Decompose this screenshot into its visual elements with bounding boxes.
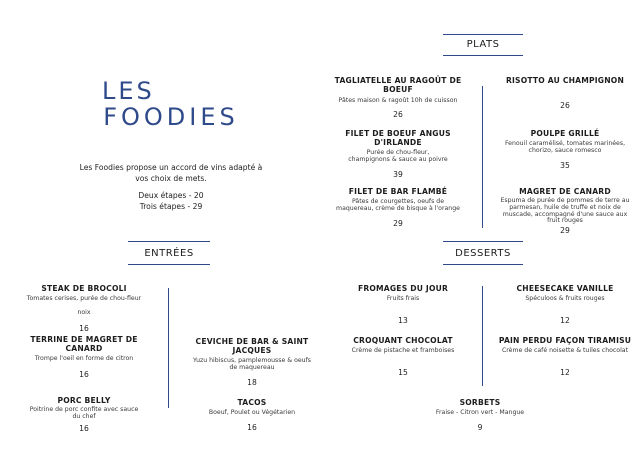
dish-description: Crème de café noisette & tuiles chocolat xyxy=(501,347,629,354)
dish-price: 39 xyxy=(393,169,403,179)
dish-description: Fenouil caramélisé, tomates marinées, chorizo, sauce romesco xyxy=(504,140,626,155)
entree-item xyxy=(184,337,320,387)
logo xyxy=(96,78,246,130)
dessert-item xyxy=(340,336,466,377)
dish-name: TAGLIATELLE AU RAGOÛT DE BOEUF xyxy=(334,76,462,94)
dish-price: 16 xyxy=(79,423,89,433)
entree-item xyxy=(20,335,148,379)
dish-name: RISOTTO AU CHAMPIGNON xyxy=(505,76,625,85)
plats-divider xyxy=(482,86,483,228)
dish-description: Yuzu hibiscus, pamplemousse & oeufs de maquereau xyxy=(193,357,311,372)
desserts-title: DESSERTS xyxy=(455,248,511,259)
dish-description: Fraise - Citron vert - Mangue xyxy=(435,409,525,416)
plats-rule-bottom xyxy=(443,55,523,56)
dish-description: Purée de chou-fleur, champignons & sauce au poivre xyxy=(348,149,448,164)
dish-name: CROQUANT CHOCOLAT xyxy=(353,336,453,345)
dish-price: 9 xyxy=(477,423,483,433)
dish-price: 26 xyxy=(560,101,570,110)
entrees-rule-top xyxy=(128,241,210,242)
plat-item xyxy=(500,76,630,110)
dish-name: FROMAGES DU JOUR xyxy=(357,284,449,293)
dish-name: TERRINE DE MAGRET DE CANARD xyxy=(30,335,138,353)
entree-item xyxy=(28,396,140,433)
logo-line-2: FOODIES xyxy=(103,103,239,131)
plats-title: PLATS xyxy=(466,39,500,50)
dish-description: Pâtes de courgettes, oeufs de maquereau, crème de bisque à l'orange xyxy=(336,198,460,213)
dish-price: 26 xyxy=(393,110,403,120)
logo-line-1: LES xyxy=(102,77,155,105)
dish-name: FILET DE BOEUF ANGUS D'IRLANDE xyxy=(345,129,451,147)
dessert-item xyxy=(497,336,633,377)
dish-name: PAIN PERDU FAÇON TIRAMISU xyxy=(498,336,632,345)
desserts-rule-top xyxy=(443,241,523,242)
dish-price: 29 xyxy=(560,226,570,236)
dish-description-extra: noix xyxy=(77,309,91,317)
plat-item xyxy=(330,76,466,119)
desserts-rule-bottom xyxy=(443,264,523,265)
plat-item xyxy=(500,187,630,235)
dish-price: 12 xyxy=(560,316,570,326)
dish-name: MAGRET DE CANARD xyxy=(519,187,611,196)
dessert-item xyxy=(500,284,630,325)
dish-name: CEVICHE DE BAR & SAINT JACQUES xyxy=(195,337,309,355)
dish-price: 18 xyxy=(247,377,257,387)
dish-name: STEAK DE BROCOLI xyxy=(41,284,127,293)
plat-item xyxy=(500,129,630,170)
dish-name: PORC BELLY xyxy=(57,396,111,405)
dish-name: TACOS xyxy=(237,398,267,407)
dish-price: 13 xyxy=(398,316,408,326)
dessert-item xyxy=(410,398,550,432)
dish-name: POULPE GRILLÉ xyxy=(530,129,600,138)
desserts-divider xyxy=(482,286,483,386)
dish-description: Tomates cerises, purée de chou-fleur xyxy=(26,295,142,302)
dish-description: Boeuf, Poulet ou Végétarien xyxy=(208,409,296,416)
plat-item xyxy=(335,129,461,179)
dish-name: CHEESECAKE VANILLE xyxy=(516,284,614,293)
entree-item xyxy=(192,398,312,432)
dish-description: Fruits frais xyxy=(386,295,420,302)
entrees-divider xyxy=(168,288,169,408)
dish-price: 16 xyxy=(247,423,257,433)
dish-price: 12 xyxy=(560,368,570,378)
option-three-steps: Trois étapes - 29 xyxy=(139,202,203,211)
dish-description: Trompe l'oeil en forme de citron xyxy=(34,355,134,362)
dish-description: Spéculoos & fruits rouges xyxy=(525,295,605,302)
dish-price: 35 xyxy=(560,160,570,170)
wine-pairing-intro xyxy=(78,162,264,212)
entrees-title: ENTRÉES xyxy=(144,248,194,259)
dessert-item xyxy=(340,284,466,325)
intro-text: Les Foodies propose un accord de vins adapté à vos choix de mets. xyxy=(79,163,263,183)
option-two-steps: Deux étapes - 20 xyxy=(138,191,204,200)
entrees-rule-bottom xyxy=(128,264,210,265)
dish-description: Espuma de purée de pommes de terre au parmesan, huile de truffe et noix de muscade, accompagné d'une sauce aux fruit rouges xyxy=(500,197,630,225)
dish-price: 16 xyxy=(79,370,89,380)
dish-name: SORBETS xyxy=(459,398,501,407)
plat-item xyxy=(335,187,461,228)
dish-price: 15 xyxy=(398,368,408,378)
dish-name: FILET DE BAR FLAMBÉ xyxy=(348,187,448,196)
dish-price: 16 xyxy=(79,323,89,333)
entree-item xyxy=(20,284,148,333)
dish-description: Poitrine de porc confite avec sauce du chef xyxy=(29,406,139,421)
dish-price: 29 xyxy=(393,218,403,228)
dish-description: Crème de pistache et framboises xyxy=(351,347,455,354)
plats-rule-top xyxy=(443,34,523,35)
dish-description: Pâtes maison & ragoût 10h de cuisson xyxy=(338,97,458,104)
